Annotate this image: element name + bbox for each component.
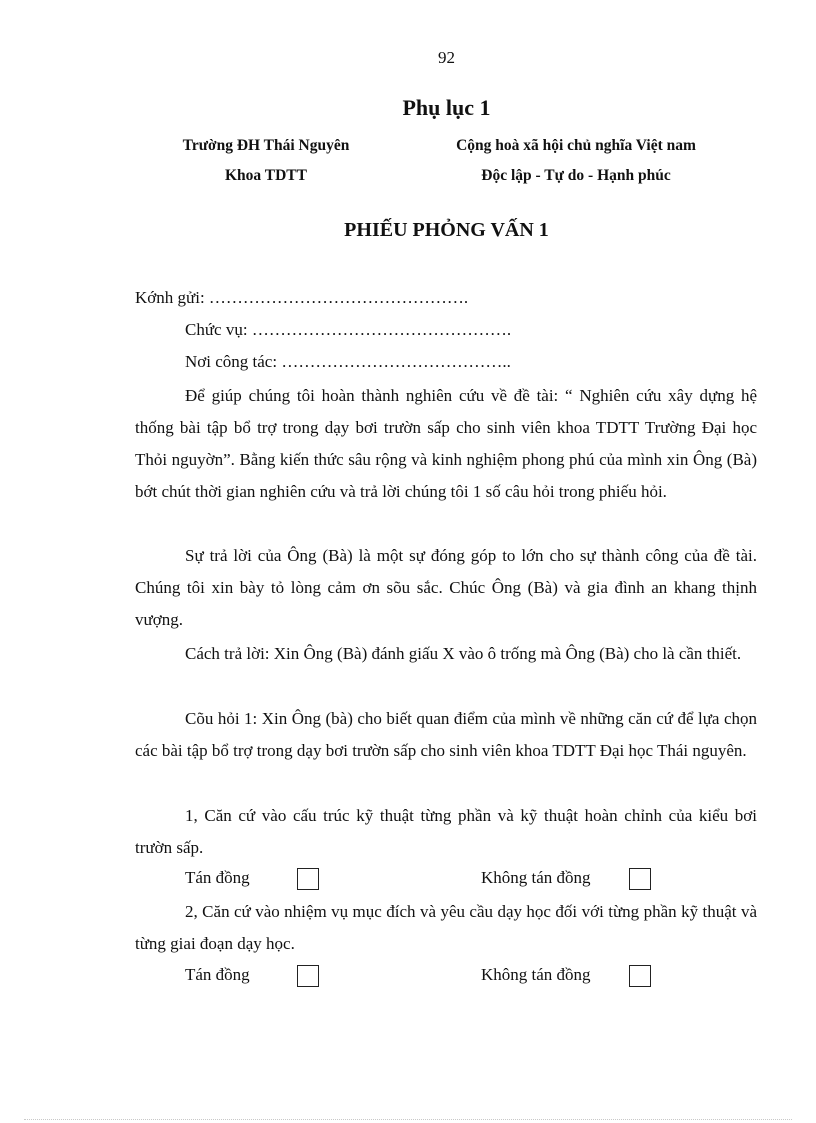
agree-checkbox[interactable] [297, 965, 319, 987]
disagree-checkbox[interactable] [629, 965, 651, 987]
workplace-line: Nơi công tác: ………………………………….. [185, 352, 511, 371]
faculty-name: Khoa TDTT [225, 167, 307, 184]
instructions-paragraph: Cách trả lời: Xin Ông (Bà) đánh giấu X vào ô trống mà Ông (Bà) cho là cần thiết. [185, 644, 742, 663]
thanks-paragraph: Sự trả lời của Ông (Bà) là một sự đóng góp to lớn cho sự thành công của đề tài. Chúng tôi xin bày tỏ lòng cảm ơn sõu sắc. Chúc Ông (Bà) và gia đình an khang thịnh vượng. [135, 546, 757, 629]
agree-label: Tán đồng [185, 965, 250, 984]
criterion-2: 2, Căn cứ vào nhiệm vụ mục đích và yêu cầu dạy học đối với từng phần kỹ thuật và từng giai đoạn dạy học. [135, 902, 757, 953]
intro-paragraph: Để giúp chúng tôi hoàn thành nghiên cứu về đề tài: “ Nghiên cứu xây dựng hệ thống bài tập bổ trợ trong dạy bơi trườn sấp cho sinh viên khoa TDTT Trường Đại học Thỏi nguyờn”. Bằng kiến thức sâu rộng và kinh nghiệm phong phú của mình xin Ông (Bà) bớt chút thời gian nghiên cứu và trả lời chúng tôi 1 số câu hỏi trong phiếu hỏi. [135, 386, 757, 501]
form-title: PHIẾU PHỎNG VẤN 1 [344, 219, 549, 241]
republic-name: Cộng hoà xã hội chủ nghĩa Việt nam [456, 137, 696, 154]
criterion-1: 1, Căn cứ vào cấu trúc kỹ thuật từng phần và kỹ thuật hoàn chỉnh của kiểu bơi trườn sấp. [135, 806, 757, 857]
school-name: Trường ĐH Thái Nguyên [182, 137, 350, 154]
national-motto: Độc lập - Tự do - Hạnh phúc [481, 167, 671, 184]
disagree-label: Không tán đồng [481, 868, 591, 887]
addressee-line: Kớnh gửi: ………………………………………. [135, 288, 469, 307]
appendix-title: Phụ lục 1 [402, 95, 491, 120]
position-line: Chức vụ: ………………………………………. [185, 320, 512, 339]
footer-divider [24, 1119, 792, 1120]
question-1: Cõu hỏi 1: Xin Ông (bà) cho biết quan điểm của mình về những căn cứ để lựa chọn các bài tập bổ trợ trong dạy bơi trườn sấp cho sinh viên khoa TDTT Đại học Thái nguyên. [135, 709, 757, 760]
disagree-label: Không tán đồng [481, 965, 591, 984]
agree-checkbox[interactable] [297, 868, 319, 890]
agree-label: Tán đồng [185, 868, 250, 887]
disagree-checkbox[interactable] [629, 868, 651, 890]
page-number: 92 [438, 48, 455, 67]
